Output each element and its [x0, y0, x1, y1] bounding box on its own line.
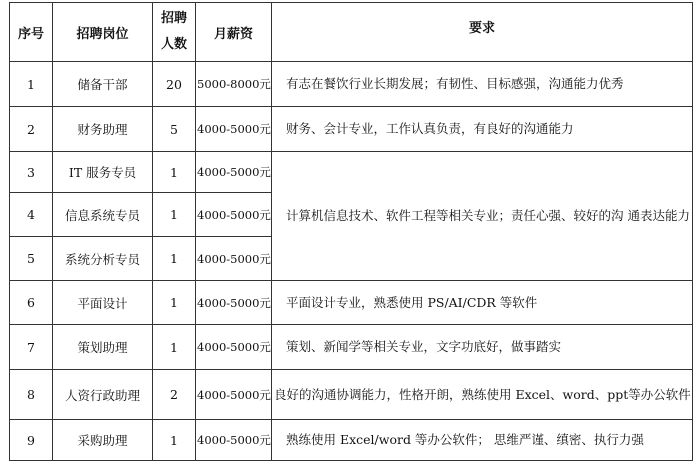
- row-count: 20: [153, 62, 196, 107]
- row-no: 4: [10, 193, 53, 237]
- row-requirements: 熟练使用 Excel/word 等办公软件； 思维严谨、缜密、执行力强: [272, 420, 693, 461]
- row-position: 信息系统专员: [53, 193, 153, 237]
- header-count-line1: 招聘: [160, 11, 187, 26]
- row-requirements: 良好的沟通协调能力，性格开朗，熟练使用 Excel、word、ppt等办公软件: [272, 370, 693, 420]
- row-requirements: 有志在餐饮行业长期发展；有韧性、目标感强，沟通能力优秀: [272, 62, 693, 107]
- row-requirements: 策划、新闻学等相关专业，文字功底好，做事踏实: [272, 325, 693, 370]
- row-count: 1: [153, 152, 196, 193]
- row-no: 2: [10, 107, 53, 152]
- header-salary: 月薪资: [196, 3, 272, 62]
- row-count: 1: [153, 193, 196, 237]
- row-position: 策划助理: [53, 325, 153, 370]
- table-row: [10, 370, 693, 420]
- row-salary: 4000-5000元: [196, 281, 272, 325]
- row-salary: 4000-5000元: [196, 193, 272, 237]
- row-position: 人资行政助理: [53, 370, 153, 420]
- row-salary: 4000-5000元: [196, 325, 272, 370]
- row-count: 1: [153, 325, 196, 370]
- row-count: 5: [153, 107, 196, 152]
- row-position: 系统分析专员: [53, 237, 153, 281]
- row-count: 1: [153, 281, 196, 325]
- row-salary: 4000-5000元: [196, 152, 272, 193]
- table-row: [10, 420, 693, 461]
- row-salary: 4000-5000元: [196, 107, 272, 152]
- row-position: 平面设计: [53, 281, 153, 325]
- header-row: [10, 3, 693, 62]
- row-no: 1: [10, 62, 53, 107]
- header-count: [153, 3, 196, 62]
- table-row: [10, 107, 693, 152]
- row-salary: 4000-5000元: [196, 237, 272, 281]
- row-count: 1: [153, 420, 196, 461]
- table-row: [10, 325, 693, 370]
- row-no: 9: [10, 420, 53, 461]
- row-no: 8: [10, 370, 53, 420]
- row-no: 6: [10, 281, 53, 325]
- header-count-line2: 人数: [160, 37, 187, 52]
- row-count: 1: [153, 237, 196, 281]
- merged-requirements-text: 计算机信息技术、软件工程等相关专业；责任心强、较好的沟 通表达能力: [286, 208, 690, 223]
- row-salary: 5000-8000元: [196, 62, 272, 107]
- row-no: 3: [10, 152, 53, 193]
- row-count: 2: [153, 370, 196, 420]
- table-row: [10, 281, 693, 325]
- row-position: 采购助理: [53, 420, 153, 461]
- row-no: 5: [10, 237, 53, 281]
- row-position: 财务助理: [53, 107, 153, 152]
- row-no: 7: [10, 325, 53, 370]
- header-position: 招聘岗位: [53, 3, 153, 62]
- recruitment-table: [9, 2, 693, 461]
- table-row: [10, 62, 693, 107]
- row-position: 储备干部: [53, 62, 153, 107]
- merged-requirements: [272, 152, 693, 281]
- header-requirements: 要求: [272, 3, 693, 62]
- row-salary: 4000-5000元: [196, 420, 272, 461]
- row-requirements: 平面设计专业，熟悉使用 PS/AI/CDR 等软件: [272, 281, 693, 325]
- row-salary: 4000-5000元: [196, 370, 272, 420]
- table-row: [10, 152, 693, 193]
- header-no: 序号: [10, 3, 53, 62]
- row-requirements: 财务、会计专业，工作认真负责，有良好的沟通能力: [272, 107, 693, 152]
- row-position: IT 服务专员: [53, 152, 153, 193]
